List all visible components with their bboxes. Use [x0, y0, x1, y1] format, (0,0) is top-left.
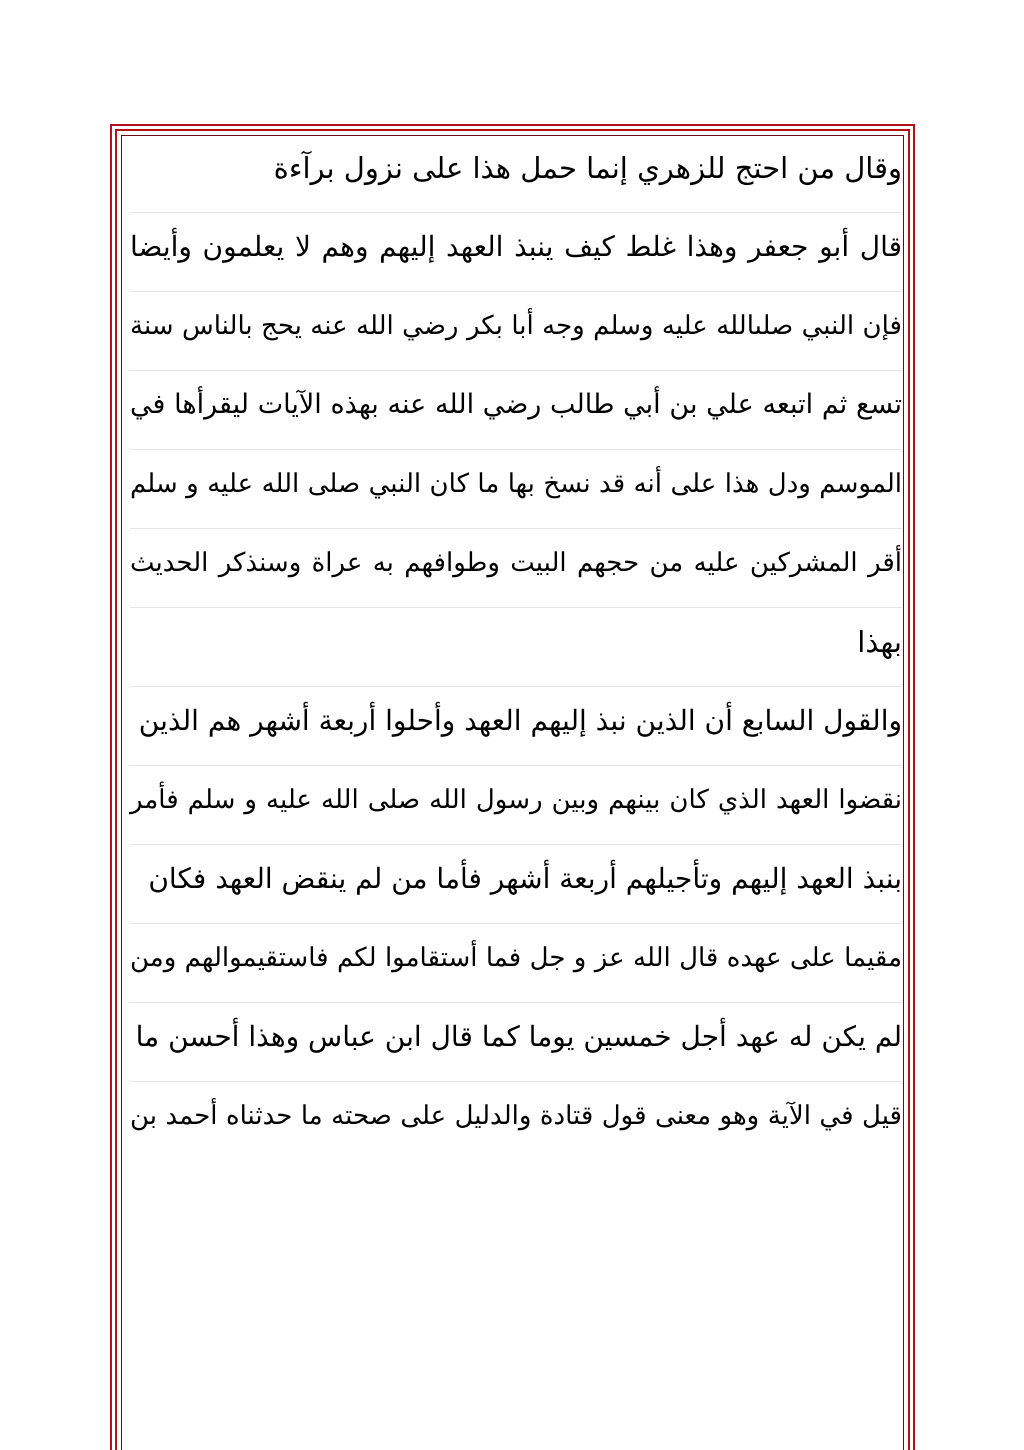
document-text-body [130, 134, 902, 1161]
text-line-11: مقيما على عهده قال الله عز و جل فما أستقاموا لكم فاستقيموالهم ومن [130, 924, 902, 1003]
text-line-3: فإن النبي صلىالله عليه وسلم وجه أبا بكر رضي الله عنه يحج بالناس سنة [130, 292, 902, 371]
text-line-10: بنبذ العهد إليهم وتأجيلهم أربعة أشهر فأما من لم ينقض العهد فكان [130, 845, 902, 924]
text-line-6: أقر المشركين عليه من حجهم البيت وطوافهم به عراة وسنذكر الحديث [130, 529, 902, 608]
text-line-9: نقضوا العهد الذي كان بينهم وبين رسول الله صلى الله عليه و سلم فأمر [130, 766, 902, 845]
text-line-13: قيل في الآية وهو معنى قول قتادة والدليل على صحته ما حدثناه أحمد بن [130, 1101, 902, 1131]
text-line-8: والقول السابع أن الذين نبذ إليهم العهد وأحلوا أربعة أشهر هم الذين [130, 687, 902, 766]
text-line-1: وقال من احتج للزهري إنما حمل هذا على نزول برآءة [130, 134, 902, 213]
text-line-7: بهذا [130, 608, 902, 687]
text-line-5: الموسم ودل هذا على أنه قد نسخ بها ما كان النبي صلى الله عليه و سلم [130, 450, 902, 529]
text-line-12: لم يكن له عهد أجل خمسين يوما كما قال ابن عباس وهذا أحسن ما [130, 1003, 902, 1082]
text-line-4: تسع ثم اتبعه علي بن أبي طالب رضي الله عنه بهذه الآيات ليقرأها في [130, 371, 902, 450]
text-line-2: قال أبو جعفر وهذا غلط كيف ينبذ العهد إليهم وهم لا يعلمون وأيضا [130, 213, 902, 292]
